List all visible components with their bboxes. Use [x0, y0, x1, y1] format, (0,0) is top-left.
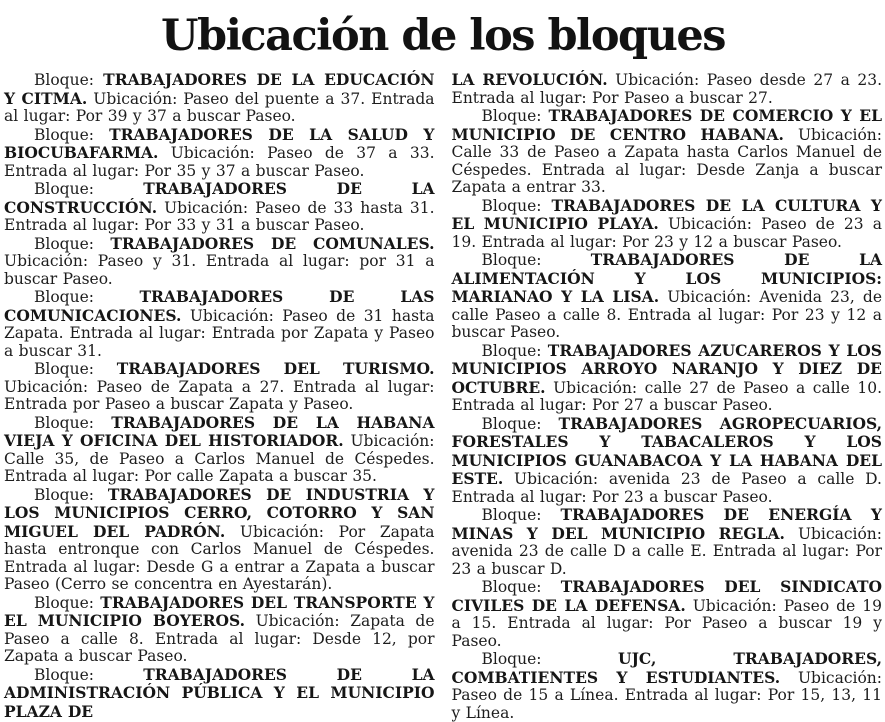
entry-block-name: TRABAJADORES AGROPECUARIOS, FORESTALES Y TABACALEROS Y LOS MUNICIPIOS GUANABACOA Y LA HABANA DEL ESTE. — [451, 413, 882, 489]
entry-paragraph — [452, 650, 883, 722]
column-left — [4, 71, 435, 722]
entry-label: Bloque: — [481, 414, 559, 433]
entry-block-name: TRABAJADORES DEL TURISMO. — [116, 359, 435, 379]
entry-label: Bloque: — [34, 665, 144, 684]
entry-details: Ubicación: avenida 23 de calle D a calle E. Entrada al lugar: Por 23 a buscar D. — [451, 524, 882, 578]
entry-details: Ubicación: Paseo de 15 a Línea. Entrada al lugar: Por 15, 13, 11 y Línea. — [451, 668, 882, 722]
entry-paragraph — [4, 414, 435, 486]
entry-label: Bloque: — [481, 506, 561, 525]
entry-paragraph — [452, 251, 883, 342]
entry-block-name: LA REVOLUCIÓN. — [451, 70, 608, 90]
entry-label: Bloque: — [481, 650, 619, 669]
entry-paragraph — [452, 71, 883, 107]
entry-paragraph — [4, 666, 435, 722]
entry-block-name: TRABAJADORES DEL SINDICATO CIVILES DE LA DEFENSA. — [451, 577, 882, 615]
entry-paragraph — [452, 197, 883, 252]
entry-paragraph — [4, 235, 435, 289]
entry-details: Ubicación: Paseo de 31 hasta Zapata. Entrada al lugar: Entrada por Zapata y Paseo a buscar 31. — [4, 306, 435, 360]
entry-label: Bloque: — [34, 485, 108, 504]
entry-label: Bloque: — [34, 360, 117, 379]
entry-block-name: UJC, TRABAJADORES, COMBATIENTES Y ESTUDIANTES. — [451, 649, 882, 687]
entry-block-name: TRABAJADORES DE INDUSTRIA Y LOS MUNICIPIOS CERRO, COTORRO Y SAN MIGUEL DEL PADRÓN. — [4, 484, 435, 541]
entry-details: Ubicación: Paseo de 33 hasta 31. Entrada al lugar: Por 33 y 31 a buscar Paseo. — [4, 198, 435, 235]
entry-block-name: TRABAJADORES DE LA ALIMENTACIÓN Y LOS MUNICIPIOS: MARIANAO Y LA LISA. — [451, 250, 883, 307]
columns-container — [4, 71, 882, 722]
entry-label: Bloque: — [481, 341, 548, 360]
entry-block-name: TRABAJADORES DE LA CONSTRUCCIÓN. — [4, 179, 435, 217]
entry-label: Bloque: — [34, 234, 111, 253]
entry-details: Ubicación: Paseo y 31. Entrada al lugar: por 31 a buscar Paseo. — [4, 252, 435, 288]
entry-block-name: TRABAJADORES DE LA EDUCACIÓN Y CITMA. — [4, 70, 435, 108]
entry-details: Ubicación: Zapata de Paseo a calle 8. Entrada al lugar: Desde 12, por Zapata a buscar Paseo. — [4, 612, 435, 666]
entry-details: Ubicación: Paseo de Zapata a 27. Entrada al lugar: Entrada por Paseo a buscar Zapata y Paseo. — [4, 377, 435, 414]
entry-block-name: TRABAJADORES DE LA ADMINISTRACIÓN PÚBLICA Y EL MUNICIPIO PLAZA DE — [4, 664, 435, 721]
entry-details: Ubicación: Paseo desde 27 a 23. Entrada al lugar: Por Paseo a buscar 27. — [451, 71, 882, 107]
entry-block-name: TRABAJADORES DE ENERGÍA Y MINAS Y DEL MUNICIPIO REGLA. — [451, 505, 882, 543]
entry-label: Bloque: — [481, 251, 591, 270]
entry-paragraph — [452, 578, 883, 650]
entry-details: Ubicación: Paseo de 19 a 15. Entrada al lugar: Por Paseo a buscar 19 y Paseo. — [451, 596, 883, 650]
entry-label: Bloque: — [34, 180, 144, 199]
entry-label: Bloque: — [481, 107, 549, 126]
entry-details: Ubicación: avenida 23 de Paseo a calle D. Entrada al lugar: Por 23 a buscar Paseo. — [451, 470, 882, 506]
entry-label: Bloque: — [34, 593, 101, 612]
entry-details: Ubicación: Paseo de 23 a 19. Entrada al lugar: Por 23 y 12 a buscar Paseo. — [451, 215, 882, 251]
entry-label: Bloque: — [481, 196, 552, 215]
entry-paragraph — [4, 486, 435, 594]
entry-paragraph — [452, 415, 883, 507]
entry-details: Ubicación: Paseo del puente a 37. Entrada al lugar: Por 39 y 37 a buscar Paseo. — [4, 89, 435, 126]
entry-paragraph — [4, 126, 435, 181]
entry-label: Bloque: — [34, 125, 110, 144]
entry-block-name: TRABAJADORES DE LAS COMUNICACIONES. — [4, 287, 435, 325]
entry-details: Ubicación: Calle 33 de Paseo a Zapata hasta Carlos Manuel de Céspedes. Entrada al lugar: Desde Zanja a buscar Zapata a entrar 33. — [451, 125, 882, 197]
entry-label: Bloque: — [34, 288, 140, 307]
entry-paragraph — [4, 594, 435, 666]
page-title: Ubicación de los bloques — [161, 11, 725, 61]
entry-block-name: TRABAJADORES DEL TRANSPORTE Y EL MUNICIPIO BOYEROS. — [4, 592, 435, 631]
entry-details: Ubicación: Calle 35, de Paseo a Carlos Manuel de Céspedes. Entrada al lugar: Por calle Zapata a buscar 35. — [4, 432, 435, 486]
entry-details: Ubicación: Paseo de 37 a 33. Entrada al lugar: Por 35 y 37 a buscar Paseo. — [4, 144, 435, 180]
entry-block-name: TRABAJADORES DE COMUNALES. — [110, 233, 435, 253]
entry-label: Bloque: — [481, 578, 561, 597]
entry-block-name: TRABAJADORES DE LA HABANA VIEJA Y OFICINA DEL HISTORIADOR. — [4, 412, 435, 451]
entry-paragraph — [4, 180, 435, 235]
entry-paragraph — [4, 288, 435, 360]
entry-paragraph — [452, 342, 883, 415]
column-right — [452, 71, 883, 722]
entry-paragraph — [452, 506, 883, 578]
entry-details: Ubicación: calle 27 de Paseo a calle 10. Entrada al lugar: Por 27 a buscar Paseo. — [451, 378, 882, 415]
entry-paragraph — [452, 107, 883, 197]
entry-label: Bloque: — [34, 71, 104, 90]
entry-details: Ubicación: Por Zapata hasta entronque con Carlos Manuel de Céspedes. Entrada al lugar: Desde G a entrar a Zapata a buscar Paseo (Cerro se concentra en Ayestarán). — [4, 522, 435, 594]
entry-block-name: TRABAJADORES AZUCAREROS Y LOS MUNICIPIOS ARROYO NARANJO Y DIEZ DE OCTUBRE. — [451, 340, 882, 397]
entry-details: Ubicación: Avenida 23, de calle Paseo a calle 8. Entrada al lugar: Por 23 y 12 a buscar Paseo. — [451, 288, 882, 342]
entry-block-name: TRABAJADORES DE LA CULTURA Y EL MUNICIPIO PLAYA. — [451, 195, 882, 234]
entry-label: Bloque: — [34, 413, 112, 432]
entry-paragraph — [4, 71, 435, 126]
entry-block-name: TRABAJADORES DE COMERCIO Y EL MUNICIPIO DE CENTRO HABANA. — [451, 106, 882, 144]
entry-paragraph — [4, 360, 435, 414]
entry-block-name: TRABAJADORES DE LA SALUD Y BIOCUBAFARMA. — [4, 124, 435, 163]
